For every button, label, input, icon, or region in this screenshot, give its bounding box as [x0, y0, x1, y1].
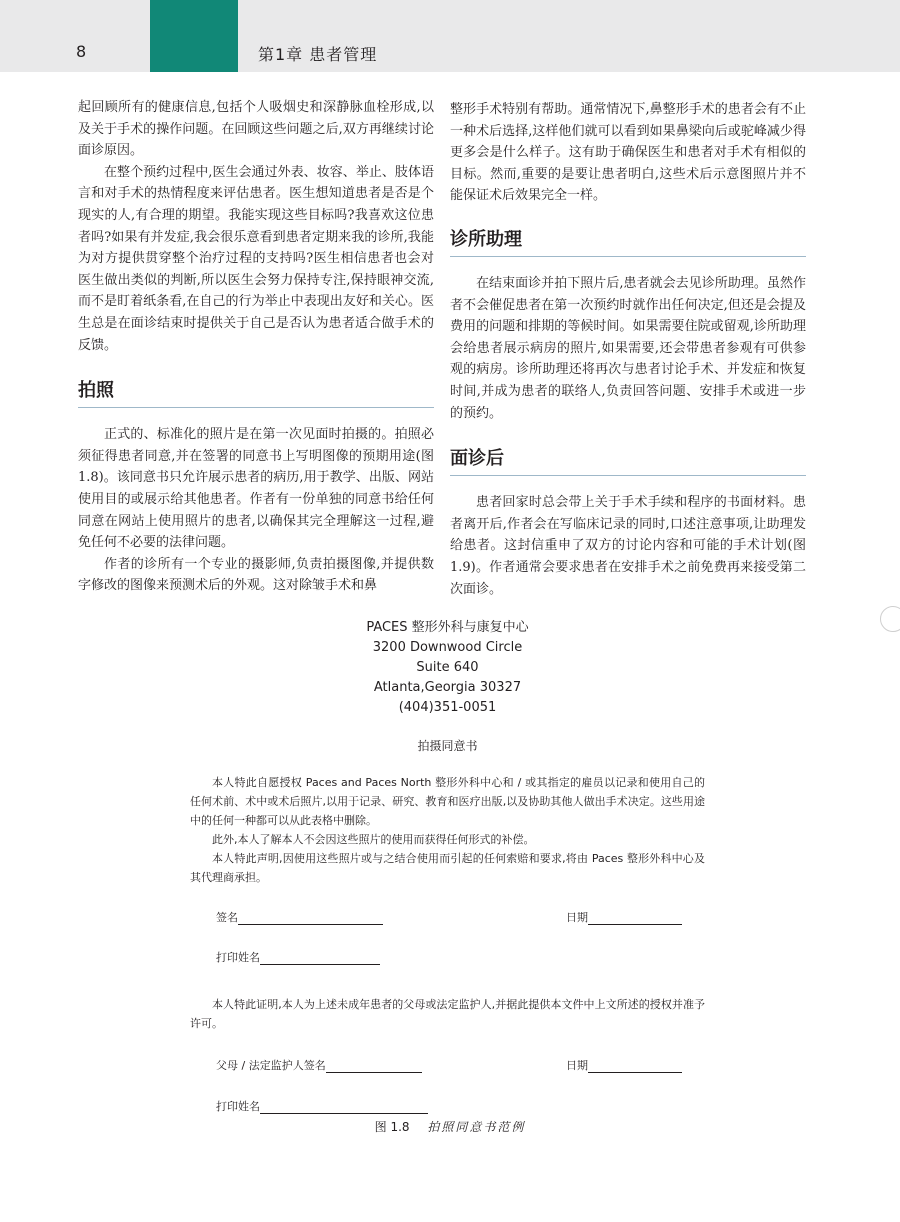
section-title-assistant: 诊所助理	[450, 227, 806, 257]
paragraph: 在结束面诊并拍下照片后,患者就会去见诊所助理。虽然作者不会催促患者在第一次预约时就作出任何决定,但还是会提及费用的问题和排期的等候时间。如果需要住院或留观,诊所助理会给患者展示病房的照片,如果需要,还会带患者参观有可供参观的病房。诊所助理还将再次与患者讨论手术、并发症和恢复时间,并成为患者的联络人,负责回答问题、安排手术或进一步的预约。	[450, 275, 806, 421]
clinic-name: PACES 整形外科与康复中心	[366, 620, 529, 635]
print-name-label-2: 打印姓名	[216, 1100, 260, 1113]
paragraph: 起回顾所有的健康信息,包括个人吸烟史和深静脉血栓形成,以及关于手术的操作问题。在回顾这些问题之后,双方再继续讨论面诊原因。	[78, 100, 434, 159]
date-label: 日期	[566, 911, 588, 924]
page-edge-mark	[880, 606, 900, 632]
paragraph: 患者回家时总会带上关于手术手续和程序的书面材料。患者离开后,作者会在写临床记录的同时,口述注意事项,让助理发给患者。这封信重申了双方的讨论内容和可能的手术计划(图 1.9)。作者通常会要求患者在安排手术之前免费再来接受第二次面诊。	[450, 495, 806, 597]
guardian-signature-label: 父母 / 法定监护人签名	[216, 1059, 326, 1072]
chapter-title: 第1章 患者管理	[258, 45, 378, 64]
paragraph: 作者的诊所有一个专业的摄影师,负责拍摄图像,并提供数字修改的图像来预测术后的外观。这对除皱手术和鼻	[78, 556, 434, 594]
print-name-line[interactable]	[260, 951, 380, 965]
form-paragraph: 此外,本人了解本人不会因这些照片的使用而获得任何形式的补偿。	[212, 833, 535, 846]
clinic-address	[190, 618, 705, 718]
address-line: Suite 640	[416, 660, 479, 675]
print-name-line-2[interactable]	[260, 1100, 428, 1114]
date-field	[566, 909, 682, 925]
guardian-signature-line[interactable]	[326, 1059, 422, 1073]
figure-caption-text: 拍照同意书范例	[427, 1120, 526, 1134]
date-field-2	[566, 1057, 682, 1073]
address-line: 3200 Downwood Circle	[372, 640, 523, 655]
page-number: 8	[76, 42, 87, 61]
print-name-field-2	[216, 1098, 428, 1114]
address-line: Atlanta,Georgia 30327	[373, 680, 522, 695]
section-title-photo: 拍照	[78, 378, 434, 408]
figure-number: 图 1.8	[374, 1120, 410, 1134]
guardian-paragraph: 本人特此证明,本人为上述未成年患者的父母或法定监护人,并据此提供本文件中上文所述的授权并准予许可。	[190, 998, 705, 1030]
date-line-2[interactable]	[588, 1059, 682, 1073]
guardian-signature-field	[216, 1057, 422, 1073]
paragraph: 在整个预约过程中,医生会通过外表、妆容、举止、肢体语言和对手术的热情程度来评估患者。医生想知道患者是否是个现实的人,有合理的期望。我能实现这些目标吗?我喜欢这位患者吗?如果有并发症,我会很乐意看到患者定期来我的诊所,我能为对方提供贯穿整个治疗过程的支持吗?医生相信患者也会对医生做出类似的判断,所以医生会努力保持专注,保持眼神交流,而不是盯着纸条看,在自己的行为举止中表现出友好和关心。医生总是在面诊结束时提供关于自己是否认为患者适合做手术的反馈。	[78, 164, 434, 353]
guardian-signature-row	[216, 1057, 705, 1077]
right-column	[450, 99, 806, 600]
chapter-tab	[150, 0, 238, 72]
print-name-label: 打印姓名	[216, 951, 260, 964]
print-name-row-2	[216, 1098, 705, 1118]
consent-form	[190, 618, 705, 1118]
signature-row	[216, 909, 705, 929]
print-name-row	[216, 949, 705, 969]
clinic-phone: (404)351-0051	[398, 700, 497, 715]
paragraph: 正式的、标准化的照片是在第一次见面时拍摄的。拍照必须征得患者同意,并在签署的同意书上写明图像的预期用途(图 1.8)。该同意书只允许展示患者的病历,用于教学、出版、网站使用目的或展示给其他患者。作者有一份单独的同意书给任何同意在网站上使用照片的患者,以确保其完全理解这一过程,避免任何不必要的法律问题。	[78, 427, 434, 551]
section-title-after-consult: 面诊后	[450, 446, 806, 476]
date-label-2: 日期	[566, 1059, 588, 1072]
paragraph: 整形手术特别有帮助。通常情况下,鼻整形手术的患者会有不止一种术后选择,这样他们就可以看到如果鼻梁向后或驼峰减少得更多会是什么样子。这有助于确保医生和患者对手术有相似的目标。然而,重要的是要让患者明白,这些术后示意图照片并不能保证术后效果完全一样。	[450, 102, 806, 204]
form-title: 拍摄同意书	[417, 739, 478, 753]
left-column	[78, 97, 434, 597]
signature-field	[216, 909, 383, 925]
signature-label: 签名	[216, 911, 238, 924]
date-line[interactable]	[588, 911, 682, 925]
page-header	[0, 0, 900, 72]
form-paragraph: 本人特此自愿授权 Paces and Paces North 整形外科中心和 / 或其指定的雇员以记录和使用自己的任何术前、术中或术后照片,以用于记录、研究、教育和医疗出版,以及协助其他人做出手术决定。这些用途中的任何一种都可以从此表格中删除。	[190, 776, 705, 827]
print-name-field	[216, 949, 380, 965]
signature-line[interactable]	[238, 911, 383, 925]
form-paragraph: 本人特此声明,因使用这些照片或与之结合使用而引起的任何索赔和要求,将由 Paces 整形外科中心及其代理商承担。	[190, 852, 705, 884]
figure-caption	[0, 1118, 900, 1135]
